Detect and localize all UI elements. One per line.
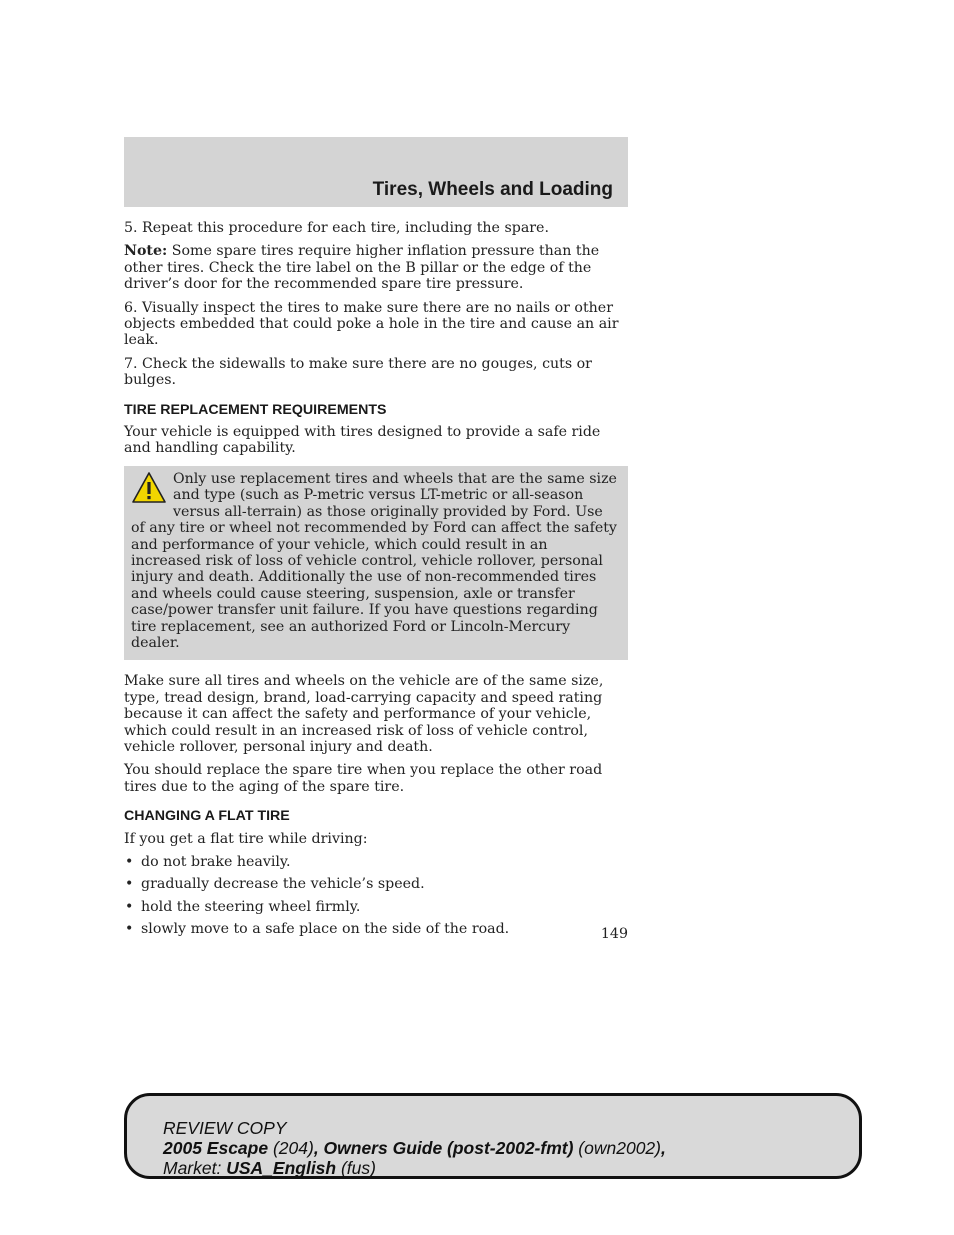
review-market-line [163,1158,859,1178]
list-item [124,876,628,892]
list-item-text: slowly move to a safe place on the side of the road. [141,921,510,938]
model-name: 2005 Escape [163,1138,269,1158]
market-name: USA_English [226,1158,337,1178]
guide-name: , Owners Guide (post-2002-fmt) [313,1138,574,1158]
note-label: Note: [124,243,168,260]
step-7: 7. Check the sidewalls to make sure there are no gouges, cuts or bulges. [124,355,592,389]
model-code: (204) [268,1138,314,1158]
guide-code: (own2002) [573,1138,661,1158]
warning-triangle-icon [131,471,167,505]
review-product-line [163,1138,859,1158]
separator: , [661,1138,666,1158]
tire-replacement-intro: Your vehicle is equipped with tires designed to provide a safe ride and handling capability. [124,424,601,457]
page-number: 149 [600,926,628,942]
tire-replacement-heading: TIRE REPLACEMENT REQUIREMENTS [124,401,387,418]
list-item [124,899,628,915]
market-code: (fus) [336,1158,376,1178]
market-label: Market: [163,1158,227,1178]
list-item-text: hold the steering wheel firmly. [141,898,361,915]
review-copy-box [124,1093,862,1179]
step-6: 6. Visually inspect the tires to make sure there are no nails or other objects embedded that could poke a hole in the tire and cause an air leak. [124,299,619,349]
tire-replacement-para-1: Make sure all tires and wheels on the vehicle are of the same size, type, tread design, brand, load-carrying capacity and speed rating because it can affect the safety and performance of your vehicle, which could result in an increased risk of loss of vehicle control, vehicle rollover, personal injury and death. [124,673,604,755]
list-item-text: do not brake heavily. [141,854,291,870]
bullet: • [125,876,134,893]
bullet: • [125,854,134,870]
page-content [124,220,628,944]
bullet: • [125,921,134,938]
bullet: • [125,898,134,915]
flat-tire-heading: CHANGING A FLAT TIRE [124,808,290,825]
review-copy-label: REVIEW COPY [163,1118,287,1138]
list-item [124,854,628,870]
flat-tire-intro: If you get a flat tire while driving: [124,830,368,847]
section-header-band [124,137,628,207]
warning-text: Only use replacement tires and wheels that are the same size and type (such as P-metric versus LT-metric or all-season versus all-terrain) as those originally provided by Ford. Use of any tire or wheel not recommended by Ford can affect the safety and performance of your vehicle, which could result in an increased risk of loss of vehicle control, vehicle rollover, personal injury and death. Additionally the use of non-recommended tires and wheels could cause steering, suspension, axle or transfer case/power transfer unit failure. If you have questions regarding tire replacement, see an authorized Ford or Lincoln-Mercury dealer. [131,470,617,651]
tire-replacement-para-2: You should replace the spare tire when you replace the other road tires due to the aging of the spare tire. [124,762,603,795]
note-paragraph [124,243,628,292]
step-5: 5. Repeat this procedure for each tire, including the spare. [124,220,549,236]
warning-box [124,466,628,660]
list-item-text: gradually decrease the vehicle’s speed. [141,876,425,893]
section-title: Tires, Wheels and Loading [372,179,613,200]
note-text: Some spare tires require higher inflation pressure than the other tires. Check the tire label on the B pillar or the edge of the driver’s door for the recommended spare tire pressure. [124,243,600,293]
